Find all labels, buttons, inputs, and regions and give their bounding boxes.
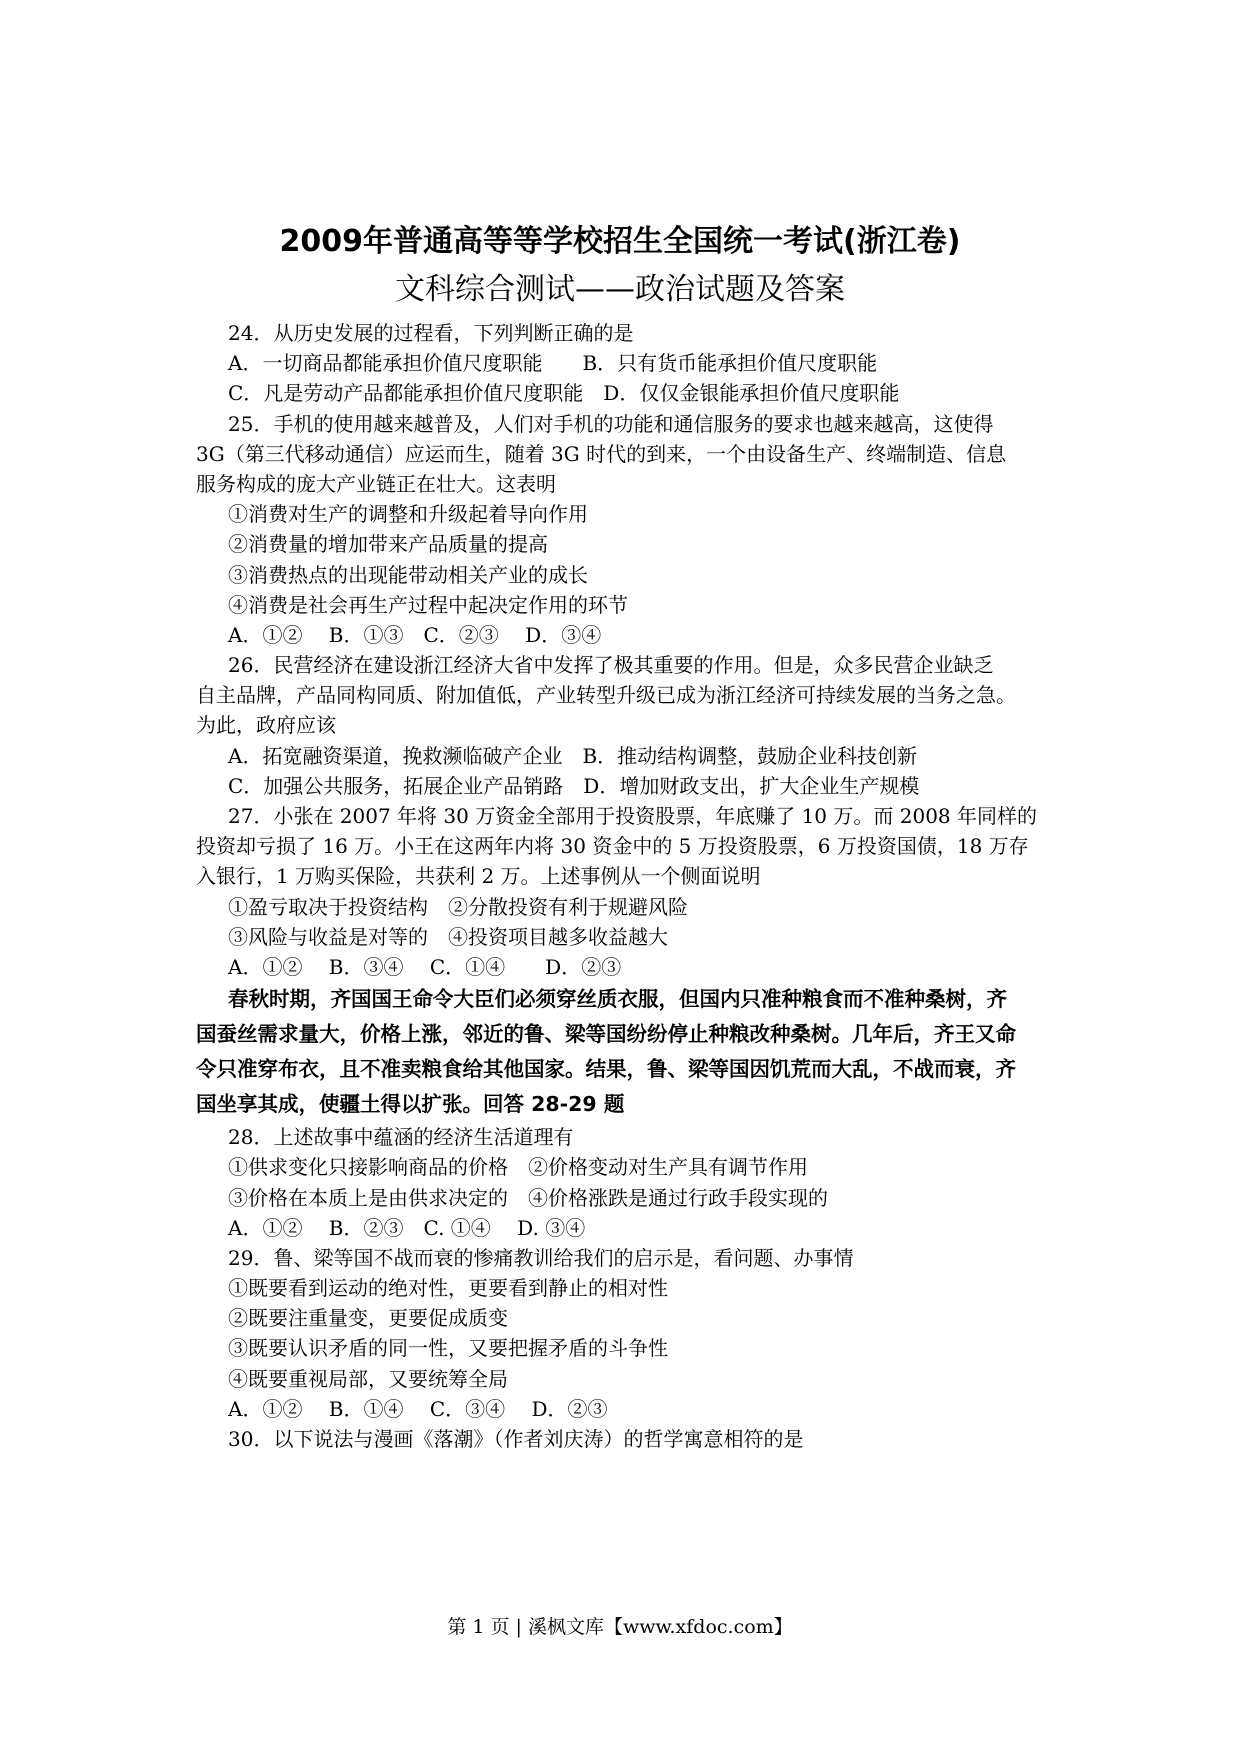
question-28-stem: 28．上述故事中蕴涵的经济生活道理有 bbox=[228, 1125, 574, 1150]
question-25-options: A．①② B．①③ C．②③ D．③④ bbox=[228, 622, 602, 647]
question-29-item-1: ①既要看到运动的绝对性，更要看到静止的相对性 bbox=[228, 1276, 668, 1301]
story-paragraph-line3: 令只准穿布衣，且不准卖粮食给其他国家。结果，鲁、梁等国因饥荒而大乱，不战而衰，齐 bbox=[196, 1057, 1016, 1082]
question-27-options: A．①② B．③④ C．①④ D．②③ bbox=[228, 954, 622, 979]
question-29-item-2: ②既要注重量变，更要促成质变 bbox=[228, 1306, 508, 1331]
story-paragraph-line2: 国蚕丝需求量大，价格上涨，邻近的鲁、梁等国纷纷停止种粮改种桑树。几年后，齐王又命 bbox=[196, 1022, 1016, 1047]
story-paragraph-line1: 春秋时期，齐国国王命令大臣们必须穿丝质衣服，但国内只准种粮食而不准种桑树，齐 bbox=[228, 987, 1007, 1012]
question-25-stem-line1: 25．手机的使用越来越普及，人们对手机的功能和通信服务的要求也越来越高，这使得 bbox=[228, 411, 994, 436]
question-29-stem: 29．鲁、梁等国不战而衰的惨痛教训给我们的启示是，看问题、办事情 bbox=[228, 1245, 854, 1270]
question-25-item-4: ④消费是社会再生产过程中起决定作用的环节 bbox=[228, 592, 628, 617]
question-27-stem-line3: 入银行，1 万购买保险，共获利 2 万。上述事例从一个侧面说明 bbox=[196, 864, 761, 889]
question-25-stem-line3: 服务构成的庞大产业链正在壮大。这表明 bbox=[196, 471, 556, 496]
question-24-options-cd: C．凡是劳动产品都能承担价值尺度职能 D．仅仅金银能承担价值尺度职能 bbox=[228, 381, 900, 406]
question-27-items-34: ③风险与收益是对等的 ④投资项目越多收益越大 bbox=[228, 924, 668, 949]
question-25-item-3: ③消费热点的出现能带动相关产业的成长 bbox=[228, 562, 588, 587]
question-28-items-12: ①供求变化只接影响商品的价格 ②价格变动对生产具有调节作用 bbox=[228, 1155, 808, 1180]
question-29-item-4: ④既要重视局部，又要统筹全局 bbox=[228, 1366, 508, 1391]
question-24-options-ab: A．一切商品都能承担价值尺度职能 B．只有货币能承担价值尺度职能 bbox=[228, 351, 878, 376]
question-29-options: A．①② B．①④ C．③④ D．②③ bbox=[228, 1396, 608, 1421]
question-28-options: A．①② B．②③ C. ①④ D. ③④ bbox=[228, 1215, 586, 1240]
question-24-stem: 24．从历史发展的过程看，下列判断正确的是 bbox=[228, 321, 634, 345]
question-30-stem: 30．以下说法与漫画《落潮》（作者刘庆涛）的哲学寓意相符的是 bbox=[228, 1427, 804, 1451]
question-27-items-12: ①盈亏取决于投资结构 ②分散投资有利于规避风险 bbox=[228, 894, 688, 919]
question-26-stem-line3: 为此，政府应该 bbox=[196, 713, 336, 738]
question-26-stem-line2: 自主品牌，产品同构同质、附加值低，产业转型升级已成为浙江经济可持续发展的当务之急。 bbox=[196, 683, 1016, 708]
question-25-stem-line2: 3G（第三代移动通信）应运而生，随着 3G 时代的到来，一个由设备生产、终端制造、信息 bbox=[196, 441, 1007, 466]
document-body bbox=[196, 318, 1076, 1454]
document-subtitle: 文科综合测试——政治试题及答案 bbox=[395, 272, 845, 307]
question-26-options-cd: C．加强公共服务，拓展企业产品销路 D．增加财政支出，扩大企业生产规模 bbox=[228, 773, 920, 798]
question-26-stem-line1: 26．民营经济在建设浙江经济大省中发挥了极其重要的作用。但是，众多民营企业缺乏 bbox=[228, 653, 994, 678]
question-29-item-3: ③既要认识矛盾的同一性，又要把握矛盾的斗争性 bbox=[228, 1336, 668, 1361]
question-26-options-ab: A．拓宽融资渠道，挽救濒临破产企业 B．推动结构调整，鼓励企业科技创新 bbox=[228, 743, 918, 768]
question-25-item-1: ①消费对生产的调整和升级起着导向作用 bbox=[228, 502, 588, 527]
page-footer: 第 1 页 | 溪枫文库【www.xfdoc.com】 bbox=[447, 1616, 793, 1638]
question-27-stem-line2: 投资却亏损了 16 万。小王在这两年内将 30 资金中的 5 万投资股票，6 万投资国债，18 万存 bbox=[196, 834, 1029, 859]
question-27-stem-line1: 27．小张在 2007 年将 30 万资金全部用于投资股票，年底赚了 10 万。而 2008 年同样的 bbox=[228, 804, 1038, 828]
document-title: 2009年普通高等等学校招生全国统一考试(浙江卷) bbox=[279, 224, 961, 259]
question-25-item-2: ②消费量的增加带来产品质量的提高 bbox=[228, 532, 548, 557]
story-paragraph-line4: 国坐享其成，使疆土得以扩张。回答 28-29 题 bbox=[196, 1092, 625, 1117]
question-28-items-34: ③价格在本质上是由供求决定的 ④价格涨跌是通过行政手段实现的 bbox=[228, 1185, 828, 1210]
